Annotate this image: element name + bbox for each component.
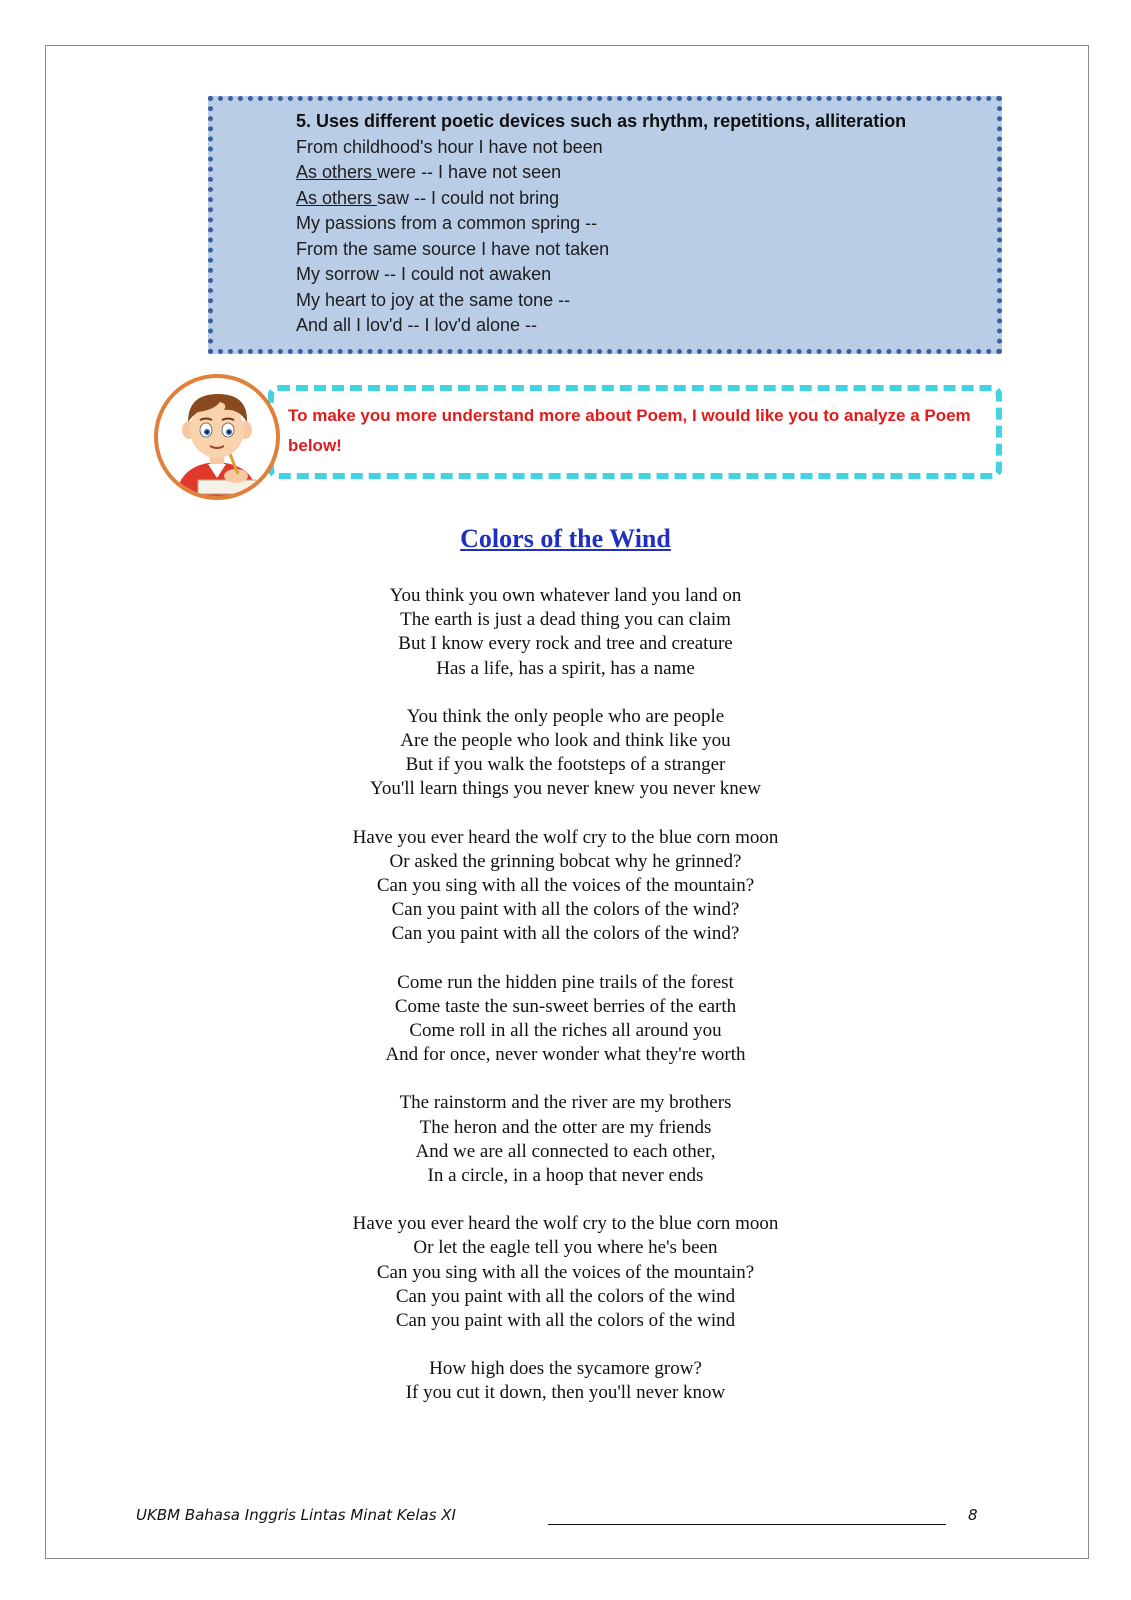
- poem-line: But I know every rock and tree and creature: [398, 633, 733, 655]
- poem-line: Come taste the sun-sweet berries of the earth: [394, 995, 737, 1017]
- poem-line: Or asked the grinning bobcat why he grinned?: [389, 850, 742, 872]
- poem-stanza: [0, 584, 1131, 681]
- poem-line: The heron and the otter are my friends: [419, 1116, 712, 1138]
- poem-line: Can you paint with all the colors of the wind: [395, 1310, 736, 1332]
- poem-stanza: [0, 1091, 1131, 1188]
- poem-line: [296, 160, 987, 186]
- poem-line: Have you ever heard the wolf cry to the blue corn moon: [352, 1213, 779, 1235]
- poem-body: [0, 584, 1131, 1430]
- poem-line: Come roll in all the riches all around you: [409, 1020, 722, 1042]
- underlined-phrase: As others: [296, 187, 378, 208]
- poem-line: Can you sing with all the voices of the mountain?: [376, 1261, 755, 1283]
- poem-stanza: [0, 971, 1131, 1068]
- device-heading: 5. Uses different poetic devices such as rhythm, repetitions, alliteration: [296, 111, 907, 131]
- poem-line: Are the people who look and think like you: [400, 730, 731, 752]
- poem-line: [296, 186, 987, 212]
- poem-line: In a circle, in a hoop that never ends: [427, 1165, 704, 1187]
- poem-line: My passions from a common spring --: [296, 213, 598, 233]
- underlined-phrase: As others: [296, 162, 378, 182]
- poem-line: Can you paint with all the colors of the wind?: [391, 923, 740, 945]
- poem-line: The earth is just a dead thing you can claim: [400, 609, 731, 631]
- poem-stanza: [0, 1357, 1131, 1405]
- poem-line: You think the only people who are people: [406, 705, 725, 727]
- poem-line: And for once, never wonder what they're worth: [385, 1044, 746, 1066]
- poetic-devices-box: [208, 96, 1002, 354]
- poem-line: My sorrow -- I could not awaken: [296, 264, 552, 284]
- poem-line: You think you own whatever land you land on: [389, 585, 742, 606]
- poem-line: Have you ever heard the wolf cry to the blue corn moon: [352, 826, 779, 848]
- poem-stanza: [0, 705, 1131, 802]
- poem-line: Can you paint with all the colors of the wind: [395, 1285, 736, 1307]
- page-number: 8: [968, 1506, 978, 1524]
- instruction-note-text: To make you more understand more about Poem, I would like you to analyze a Poem below!: [288, 406, 971, 455]
- poem-line: Can you sing with all the voices of the mountain?: [376, 875, 755, 897]
- poem-line: You'll learn things you never knew you never knew: [370, 778, 761, 800]
- instruction-note-box: [268, 385, 1002, 479]
- poem-title: Colors of the Wind: [460, 524, 671, 553]
- poem-stanza: [0, 826, 1131, 947]
- poetic-devices-text: [296, 109, 987, 339]
- footer-rule: [548, 1524, 946, 1525]
- footer-text: UKBM Bahasa Inggris Lintas Minat Kelas XI: [136, 1506, 456, 1524]
- line-rest: saw -- I could not bring: [377, 187, 560, 208]
- poem-line: My heart to joy at the same tone --: [296, 289, 571, 310]
- student-illustration-icon: [158, 378, 276, 496]
- line-rest: were -- I have not seen: [377, 162, 562, 182]
- poem-line: The rainstorm and the river are my brothers: [399, 1092, 732, 1114]
- poem-line: How high does the sycamore grow?: [429, 1358, 702, 1380]
- poem-line: Can you paint with all the colors of the wind?: [391, 899, 740, 921]
- poem-line: From the same source I have not taken: [296, 238, 610, 259]
- poem-line: Has a life, has a spirit, has a name: [436, 657, 695, 679]
- student-avatar: [154, 374, 280, 500]
- poem-line: And all I lov'd -- I lov'd alone --: [296, 315, 537, 335]
- poem-line: From childhood's hour I have not been: [296, 136, 603, 157]
- poem-stanza: [0, 1212, 1131, 1333]
- poem-line: But if you walk the footsteps of a stranger: [405, 754, 726, 776]
- poem-line: Come run the hidden pine trails of the forest: [397, 971, 734, 993]
- poem-line: Or let the eagle tell you where he's been: [413, 1237, 718, 1259]
- poem-line: If you cut it down, then you'll never know: [405, 1382, 726, 1404]
- poem-line: And we are all connected to each other,: [415, 1140, 716, 1162]
- page-footer: [136, 1504, 986, 1530]
